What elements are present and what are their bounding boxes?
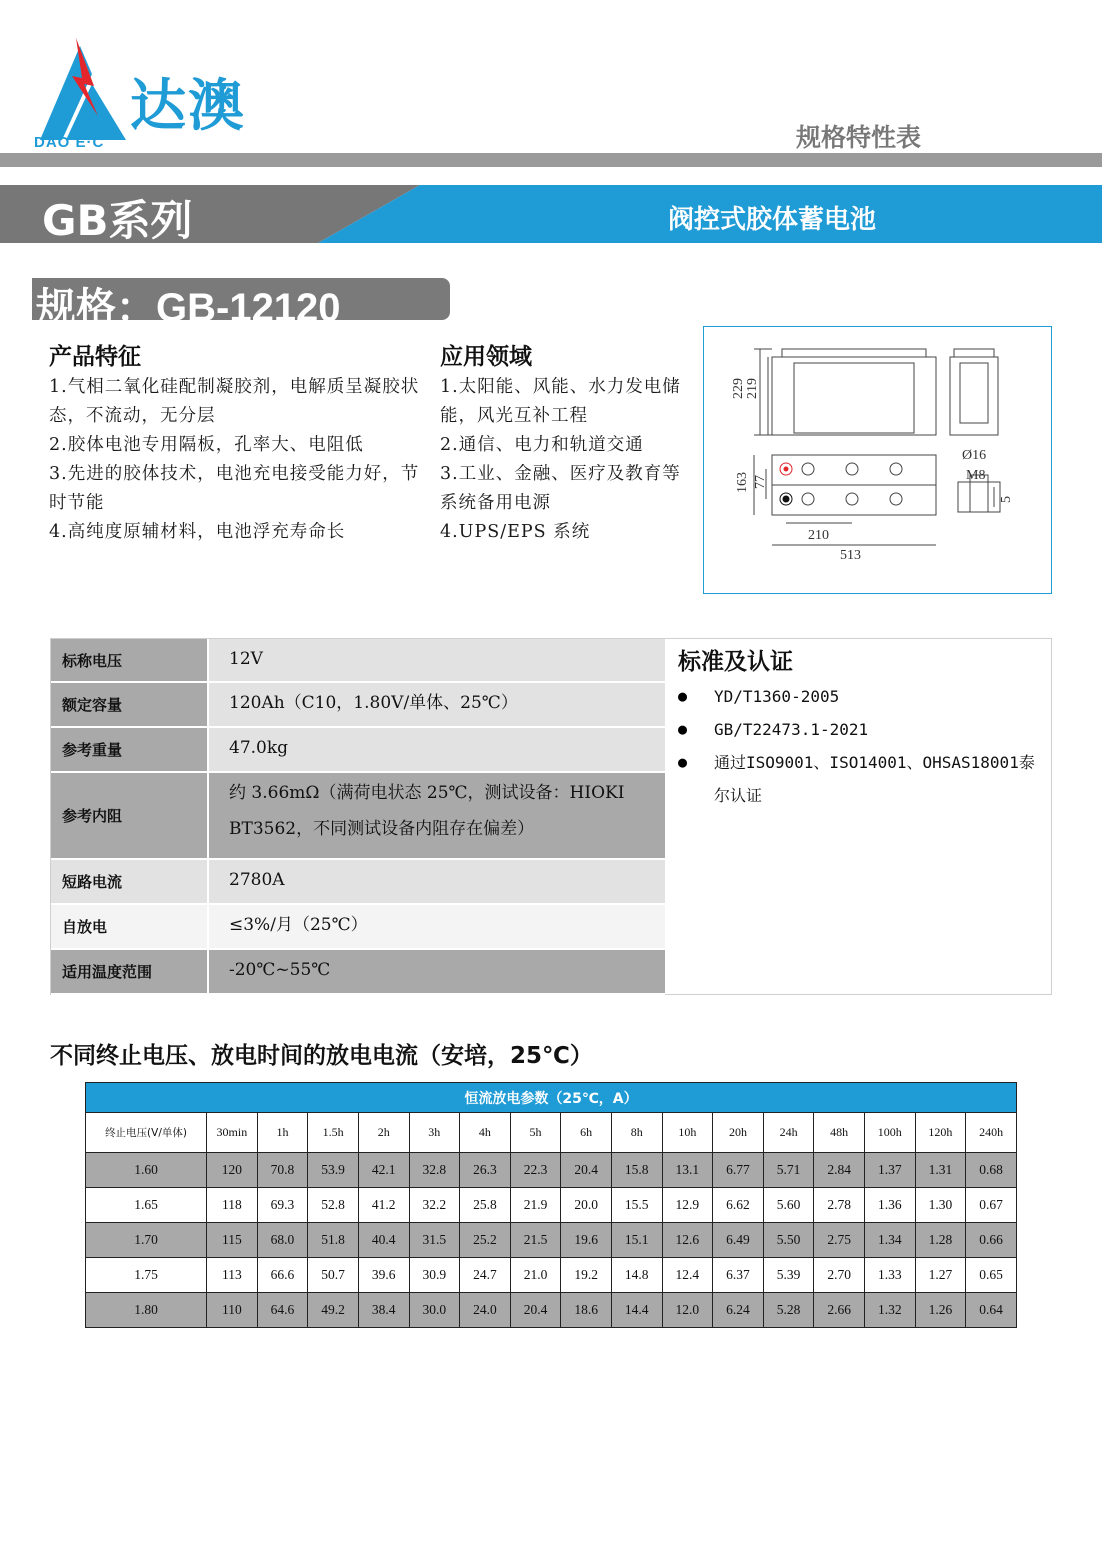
dim-height-body: 219 xyxy=(745,378,760,399)
current-cell: 51.8 xyxy=(308,1223,359,1258)
current-cell: 21.5 xyxy=(510,1223,561,1258)
spec-row xyxy=(51,773,665,860)
current-cell: 68.0 xyxy=(257,1223,308,1258)
current-cell: 1.32 xyxy=(864,1293,915,1328)
spec-value: 2780A xyxy=(229,870,285,890)
standard-item: ● 通过ISO9001、ISO14001、OHSAS18001泰尔认证 xyxy=(678,746,1048,812)
spec-row xyxy=(51,639,665,683)
current-cell: 66.6 xyxy=(257,1258,308,1293)
current-cell: 2.75 xyxy=(814,1223,865,1258)
current-cell: 1.31 xyxy=(915,1153,966,1188)
duration-column-header: 240h xyxy=(966,1113,1017,1153)
duration-column-header: 2h xyxy=(358,1113,409,1153)
feature-item: 2.胶体电池专用隔板，孔率大、电阻低 xyxy=(49,435,364,455)
dim-terminal-depth: 5 xyxy=(999,496,1014,503)
current-cell: 1.36 xyxy=(864,1188,915,1223)
current-cell: 31.5 xyxy=(409,1223,460,1258)
current-cell: 24.0 xyxy=(460,1293,511,1328)
current-cell: 12.0 xyxy=(662,1293,713,1328)
current-cell: 1.30 xyxy=(915,1188,966,1223)
current-cell: 69.3 xyxy=(257,1188,308,1223)
current-cell: 41.2 xyxy=(358,1188,409,1223)
current-cell: 49.2 xyxy=(308,1293,359,1328)
current-cell: 113 xyxy=(207,1258,258,1293)
current-cell: 30.0 xyxy=(409,1293,460,1328)
table-row xyxy=(86,1188,1017,1223)
current-cell: 38.4 xyxy=(358,1293,409,1328)
current-cell: 2.66 xyxy=(814,1293,865,1328)
current-cell: 70.8 xyxy=(257,1153,308,1188)
dimension-drawing xyxy=(703,326,1052,594)
duration-column-header: 4h xyxy=(460,1113,511,1153)
current-cell: 0.64 xyxy=(966,1293,1017,1328)
current-cell: 20.4 xyxy=(510,1293,561,1328)
current-cell: 1.33 xyxy=(864,1258,915,1293)
current-cell: 42.1 xyxy=(358,1153,409,1188)
current-cell: 24.7 xyxy=(460,1258,511,1293)
dim-width: 163 xyxy=(735,472,750,493)
current-cell: 14.8 xyxy=(611,1258,662,1293)
spec-label: 自放电 xyxy=(51,905,209,948)
logo-english-name: DAO E·C xyxy=(34,134,105,151)
current-cell: 64.6 xyxy=(257,1293,308,1328)
current-cell: 25.8 xyxy=(460,1188,511,1223)
current-cell: 2.70 xyxy=(814,1258,865,1293)
duration-column-header: 20h xyxy=(713,1113,764,1153)
current-cell: 19.6 xyxy=(561,1223,612,1258)
current-cell: 15.5 xyxy=(611,1188,662,1223)
dim-height-total: 229 xyxy=(731,378,746,399)
current-cell: 6.62 xyxy=(713,1188,764,1223)
table-row xyxy=(86,1293,1017,1328)
logo-chinese-name: 达澳 xyxy=(130,73,246,139)
duration-column-header: 8h xyxy=(611,1113,662,1153)
features-list xyxy=(49,373,429,547)
application-item: 1.太阳能、风能、水力发电储能，风光互补工程 xyxy=(440,377,681,426)
spec-value: 120Ah（C10，1.80V/单体、25℃） xyxy=(229,693,518,713)
current-cell: 12.4 xyxy=(662,1258,713,1293)
current-cell: 50.7 xyxy=(308,1258,359,1293)
current-cell: 20.0 xyxy=(561,1188,612,1223)
spec-label: 短路电流 xyxy=(51,860,209,903)
current-cell: 53.9 xyxy=(308,1153,359,1188)
document-type: 规格特性表 xyxy=(796,123,922,152)
dim-terminal-spacing: 210 xyxy=(808,528,829,543)
spec-label: 参考内阻 xyxy=(51,773,209,858)
duration-column-header: 30min xyxy=(207,1113,258,1153)
series-name: GB系列 xyxy=(42,196,193,245)
duration-column-header: 5h xyxy=(510,1113,561,1153)
application-item: 4.UPS/EPS 系统 xyxy=(440,522,591,542)
spec-label: 额定容量 xyxy=(51,683,209,726)
standard-item: ● YD/T1360-2005 xyxy=(678,680,1048,713)
current-cell: 5.50 xyxy=(763,1223,814,1258)
current-cell: 21.9 xyxy=(510,1188,561,1223)
spec-row xyxy=(51,728,665,773)
current-cell: 14.4 xyxy=(611,1293,662,1328)
duration-column-header: 6h xyxy=(561,1113,612,1153)
spec-value: ≤3%/月（25℃） xyxy=(229,915,368,935)
application-item: 3.工业、金融、医疗及教育等系统备用电源 xyxy=(440,464,681,513)
current-cell: 32.8 xyxy=(409,1153,460,1188)
end-voltage-cell: 1.60 xyxy=(86,1153,207,1188)
current-cell: 15.8 xyxy=(611,1153,662,1188)
current-cell: 39.6 xyxy=(358,1258,409,1293)
current-cell: 5.39 xyxy=(763,1258,814,1293)
end-voltage-cell: 1.70 xyxy=(86,1223,207,1258)
current-cell: 6.49 xyxy=(713,1223,764,1258)
end-voltage-cell: 1.65 xyxy=(86,1188,207,1223)
duration-column-header: 48h xyxy=(814,1113,865,1153)
standards-list xyxy=(678,680,1048,812)
spec-value: -20℃~55℃ xyxy=(229,960,331,980)
table-row xyxy=(86,1223,1017,1258)
standard-item: ● GB/T22473.1-2021 xyxy=(678,713,1048,746)
duration-column-header: 1.5h xyxy=(308,1113,359,1153)
current-cell: 2.78 xyxy=(814,1188,865,1223)
current-cell: 18.6 xyxy=(561,1293,612,1328)
current-cell: 6.24 xyxy=(713,1293,764,1328)
current-cell: 0.66 xyxy=(966,1223,1017,1258)
current-cell: 22.3 xyxy=(510,1153,561,1188)
applications-title: 应用领域 xyxy=(440,344,532,370)
features-title: 产品特征 xyxy=(49,344,141,370)
duration-column-header: 24h xyxy=(763,1113,814,1153)
current-cell: 13.1 xyxy=(662,1153,713,1188)
current-cell: 1.27 xyxy=(915,1258,966,1293)
spec-value: 约 3.66mΩ（满荷电状态 25℃，测试设备：HIOKI BT3562，不同测试设备内阻存在偏差） xyxy=(229,783,625,839)
duration-column-header: 120h xyxy=(915,1113,966,1153)
spec-row xyxy=(51,860,665,905)
spec-value: 12V xyxy=(229,649,263,669)
current-cell: 1.34 xyxy=(864,1223,915,1258)
current-cell: 5.28 xyxy=(763,1293,814,1328)
current-cell: 118 xyxy=(207,1188,258,1223)
current-cell: 120 xyxy=(207,1153,258,1188)
current-cell: 19.2 xyxy=(561,1258,612,1293)
dim-length: 513 xyxy=(840,548,861,563)
end-voltage-cell: 1.75 xyxy=(86,1258,207,1293)
applications-list xyxy=(440,373,696,547)
product-type: 阀控式胶体蓄电池 xyxy=(668,205,877,235)
current-cell: 21.0 xyxy=(510,1258,561,1293)
duration-column-header: 10h xyxy=(662,1113,713,1153)
duration-column-header: 3h xyxy=(409,1113,460,1153)
current-cell: 0.67 xyxy=(966,1188,1017,1223)
battery-dimension-diagram xyxy=(704,327,1051,593)
current-cell: 40.4 xyxy=(358,1223,409,1258)
spec-row xyxy=(51,683,665,728)
end-voltage-cell: 1.80 xyxy=(86,1293,207,1328)
model-number: 规格：GB-12120 xyxy=(36,286,341,330)
spec-label: 适用温度范围 xyxy=(51,950,209,993)
application-item: 2.通信、电力和轨道交通 xyxy=(440,435,644,455)
feature-item: 1.气相二氧化硅配制凝胶剂，电解质呈凝胶状态，不流动，无分层 xyxy=(49,377,420,426)
discharge-title: 不同终止电压、放电时间的放电电流（安培，25℃） xyxy=(50,1043,593,1069)
feature-item: 4.高纯度原辅材料，电池浮充寿命长 xyxy=(49,522,346,542)
current-cell: 25.2 xyxy=(460,1223,511,1258)
current-cell: 6.37 xyxy=(713,1258,764,1293)
current-cell: 1.28 xyxy=(915,1223,966,1258)
dim-terminal-diameter: Ø16 xyxy=(962,448,987,463)
current-cell: 5.60 xyxy=(763,1188,814,1223)
dim-thread: M8 xyxy=(966,468,986,483)
voltage-column-header: 终止电压(V/单体) xyxy=(86,1113,207,1153)
current-cell: 2.84 xyxy=(814,1153,865,1188)
current-cell: 5.71 xyxy=(763,1153,814,1188)
current-cell: 0.65 xyxy=(966,1258,1017,1293)
spec-label: 参考重量 xyxy=(51,728,209,771)
spec-row xyxy=(51,950,665,995)
feature-item: 3.先进的胶体技术，电池充电接受能力好，节时节能 xyxy=(49,464,420,513)
table-row xyxy=(86,1258,1017,1293)
spec-row xyxy=(51,905,665,950)
current-cell: 6.77 xyxy=(713,1153,764,1188)
discharge-table xyxy=(85,1082,1017,1328)
discharge-header-row xyxy=(86,1113,1017,1153)
current-cell: 1.26 xyxy=(915,1293,966,1328)
discharge-table-caption: 恒流放电参数（25℃，A） xyxy=(86,1083,1017,1113)
current-cell: 0.68 xyxy=(966,1153,1017,1188)
current-cell: 30.9 xyxy=(409,1258,460,1293)
current-cell: 26.3 xyxy=(460,1153,511,1188)
current-cell: 32.2 xyxy=(409,1188,460,1223)
duration-column-header: 100h xyxy=(864,1113,915,1153)
spec-label: 标称电压 xyxy=(51,639,209,681)
current-cell: 115 xyxy=(207,1223,258,1258)
table-row xyxy=(86,1153,1017,1188)
duration-column-header: 1h xyxy=(257,1113,308,1153)
current-cell: 20.4 xyxy=(561,1153,612,1188)
current-cell: 52.8 xyxy=(308,1188,359,1223)
spec-value: 47.0kg xyxy=(229,738,289,758)
current-cell: 110 xyxy=(207,1293,258,1328)
current-cell: 12.9 xyxy=(662,1188,713,1223)
dim-terminal-offset: 77 xyxy=(753,475,768,489)
current-cell: 15.1 xyxy=(611,1223,662,1258)
header-divider xyxy=(0,153,1102,167)
current-cell: 1.37 xyxy=(864,1153,915,1188)
current-cell: 12.6 xyxy=(662,1223,713,1258)
standards-title: 标准及认证 xyxy=(678,649,793,675)
